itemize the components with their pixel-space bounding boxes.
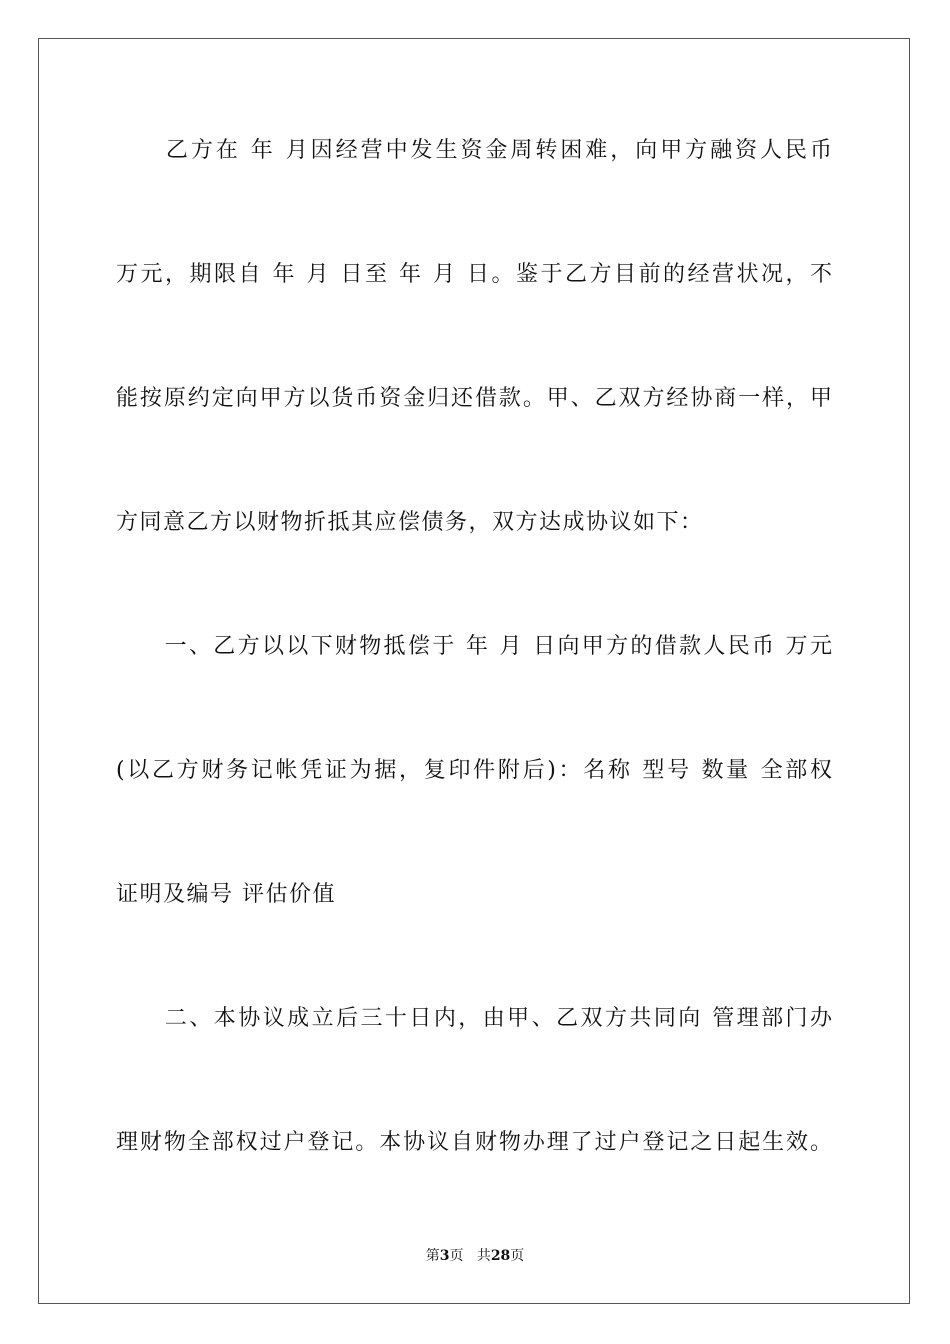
paragraph-line-9: 理财物全部权过户登记。本协议自财物办理了过户登记之日起生效。 bbox=[116, 1130, 832, 1155]
footer-prefix: 第 bbox=[425, 1248, 440, 1264]
paragraph-line-1: 乙方在 年 月因经营中发生资金周转困难，向甲方融资人民币 bbox=[116, 138, 832, 163]
paragraph-line-8: 二、本协议成立后三十日内，由甲、乙双方共同向 管理部门办 bbox=[116, 1006, 832, 1031]
footer-page-suffix: 页 bbox=[449, 1248, 464, 1264]
paragraph-line-6: (以乙方财务记帐凭证为据，复印件附后)：名称 型号 数量 全部权 bbox=[116, 758, 832, 783]
paragraph-line-3: 能按原约定向甲方以货币资金归还借款。甲、乙双方经协商一样，甲 bbox=[116, 386, 832, 411]
footer-total-suffix: 页 bbox=[510, 1248, 525, 1264]
page-footer bbox=[0, 1246, 950, 1266]
paragraph-line-4: 方同意乙方以财物折抵其应偿债务，双方达成协议如下： bbox=[116, 510, 704, 535]
paragraph-line-7: 证明及编号 评估价值 bbox=[116, 882, 336, 907]
footer-total-prefix: 共 bbox=[476, 1248, 491, 1264]
paragraph-line-5: 一、乙方以以下财物抵偿于 年 月 日向甲方的借款人民币 万元 bbox=[116, 634, 832, 659]
paragraph-line-2: 万元，期限自 年 月 日至 年 月 日。鉴于乙方目前的经营状况，不 bbox=[116, 262, 832, 287]
page-border bbox=[38, 38, 910, 1304]
footer-total-pages: 28 bbox=[490, 1248, 511, 1264]
footer-page-number: 3 bbox=[439, 1248, 450, 1264]
